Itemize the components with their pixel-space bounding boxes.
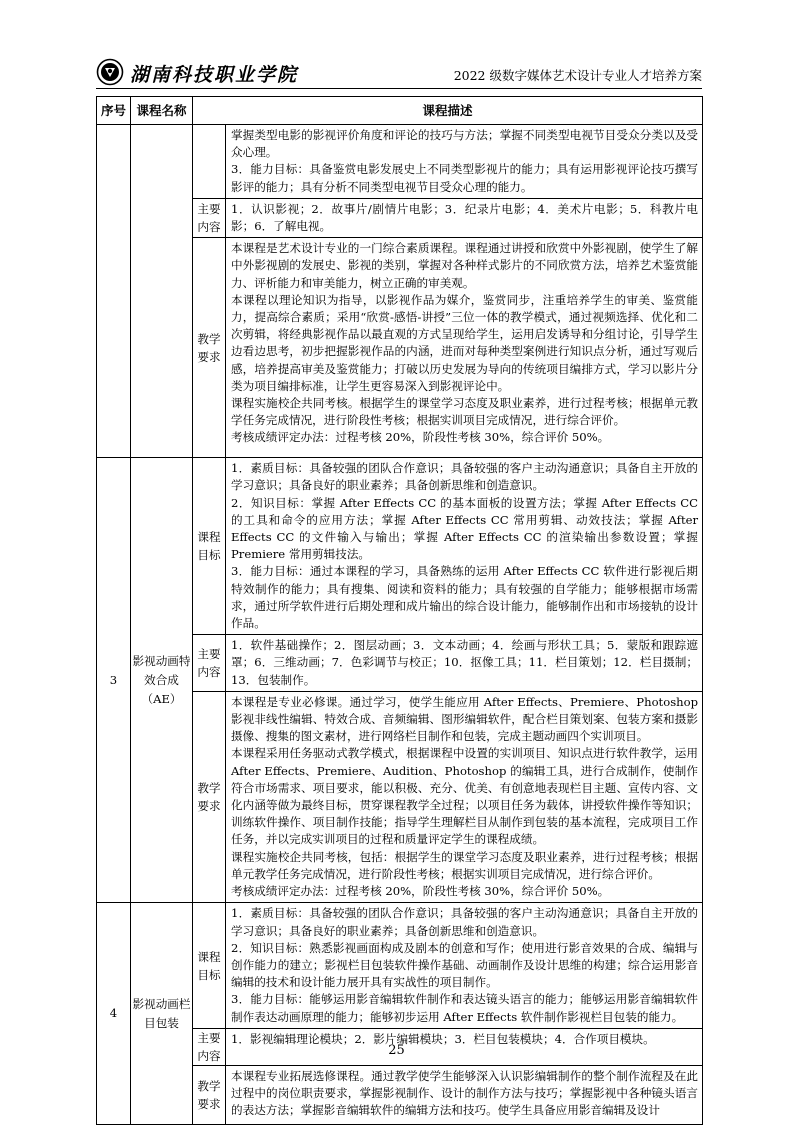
col-header-num: 序号 <box>97 97 131 125</box>
cell-goal-desc <box>226 903 703 1028</box>
cell-num: 3 <box>97 458 131 903</box>
cell-content-label: 主要内容 <box>193 198 226 237</box>
table-row <box>97 125 703 199</box>
req-line: 课程实施校企共同考核。根据学生的课堂学习态度及职业素养，进行过程考核；根据单元教学任务完成情况，进行阶段性考核；根据实训项目完成情况，进行综合评价。 <box>231 396 699 428</box>
goal-line: 2．知识目标：掌握 After Effects CC 的基本面板的设置方法；掌握 After Effects CC 的工具和命令的应用方法；掌握 After Effects CC 常用剪辑、动效技法；掌握 After Effects CC 的文件输入与输出；掌握 After Effects CC 的渲染输出参数设置；掌握 Premiere 常用剪辑技法。 <box>231 495 699 562</box>
cell-course-name <box>131 125 193 458</box>
document-title: 2022 级数字媒体艺术设计专业人才培养方案 <box>453 68 702 83</box>
goal-line: 3．能力目标：具备鉴赏电影发展史上不同类型影视片的能力；具有运用影视评论技巧撰写影评的能力；具有分析不同类型电视节目受众心理的能力。 <box>231 162 699 194</box>
cell-goal-label: 课程目标 <box>193 458 226 635</box>
col-header-name: 课程名称 <box>131 97 193 125</box>
req-line: 考核成绩评定办法：过程考核 20%，阶段性考核 30%，综合评价 50%。 <box>231 884 610 899</box>
content-text: 1．软件基础操作；2．图层动画；3．文本动画；4．绘画与形状工具；5．蒙版和跟踪遮罩；6．三维动画；7．色彩调节与校正；10．抠像工具；11．栏目策划；12．栏目摄制；13．包装制作。 <box>231 638 699 687</box>
cell-goal-label <box>193 125 226 199</box>
cell-content-label: 主要内容 <box>193 635 226 692</box>
cell-req-desc <box>226 691 703 902</box>
req-line: 课程实施校企共同考核，包括：根据学生的课堂学习态度及职业素养，进行过程考核；根据单元教学任务完成情况，进行阶段性考核；根据实训项目完成情况，进行综合评价。 <box>231 849 699 881</box>
page-header <box>96 58 702 90</box>
goal-line: 1．素质目标：具备较强的团队合作意识；具备较强的客户主动沟通意识；具备自主开放的学习意识；具备良好的职业素养；具备创新思维和创造意识。 <box>231 461 699 493</box>
cell-req-desc <box>226 238 703 458</box>
content-text: 1．认识影视；2．故事片/剧情片电影；3．纪录片电影；4．美术片电影；5．科教片电影；6．了解电视。 <box>231 201 699 234</box>
cell-goal-desc <box>226 125 703 199</box>
cell-course-name: 影视动画栏目包装 <box>131 903 193 1124</box>
req-line: 考核成绩评定办法：过程考核 20%，阶段性考核 30%，综合评价 50%。 <box>231 430 610 445</box>
cell-req-label: 教学要求 <box>193 691 226 902</box>
req-line: 本课程以理论知识为指导，以影视作品为媒介，鉴赏同步，注重培养学生的审美、鉴赏能力，提高综合素质；采用“欣赏-感悟-讲授”三位一体的教学模式，通过视频选择、优化和二次剪辑，将经典影视作品以最直观的方式呈现给学生，运用启发诱导和分组讨论，引导学生边看边思考，初步把握影视作品的内涵，进而对每种类型案例进行知识点分析，通过写观后感，培养提高审美及鉴赏能力；打破以历史发展为导向的传统项目编排方式，学习以影片分类为项目编排标准，让学生更容易深入到影视评论中。 <box>231 292 699 393</box>
cell-content-label: 主要内容 <box>193 1028 226 1065</box>
course-table <box>96 96 703 1125</box>
req-line: 本课程采用任务驱动式教学模式，根据课程中设置的实训项目、知识点进行软件教学，运用 After Effects、Premiere、Audition、Photoshop 的编辑工具，进行合成制作，使制作符合市场需求、项目要求，能以积极、充分、优美、有创意地表现栏目主题、宣传内容、文化内涵等做为最终目标，贯穿课程教学全过程；以项目任务为载体，讲授软件操作等知识；训练软件操作、项目制作技能；指导学生理解栏目从制作到包装的基本流程，完成项目工作任务，并以完成实训项目的过程和质量评定学生的课程成绩。 <box>231 746 699 847</box>
table-header-row <box>97 97 703 125</box>
goal-line: 掌握类型电影的影视评价角度和评论的技巧与方法；掌握不同类型电视节目受众分类以及受众心理。 <box>231 128 699 160</box>
cell-content-desc <box>226 198 703 237</box>
goal-line: 2．知识目标：熟悉影视画面构成及剧本的创意和写作；使用进行影音效果的合成、编辑与创作能力的建立；影视栏目包装软件操作基础、动画制作及设计思维的构建；综合运用影音编辑的技术和设计能力展开具有实战性的项目制作。 <box>231 940 699 990</box>
cell-req-label: 教学要求 <box>193 1065 226 1124</box>
table-row <box>97 458 703 635</box>
req-line: 本课程专业拓展选修课程。通过教学使学生能够深入认识影编辑制作的整个制作流程及在此过程中的岗位职责要求，掌握影视制作、设计的制作方法与技巧；掌握影视中各种镜头语言的表达方法；掌握影音编辑软件的编辑方法和技巧。使学生具备应用影音编辑及设计 <box>231 1068 699 1118</box>
goal-line: 3．能力目标：通过本课程的学习，具备熟练的运用 After Effects CC 软件进行影视后期特效制作的能力；具有搜集、阅读和资料的能力；具有较强的自学能力；能够根据市场需求，通过所学软件进行后期处理和成片输出的综合设计能力，能够制作出和市场接轨的设计作品。 <box>231 564 699 631</box>
col-header-desc: 课程描述 <box>193 97 703 125</box>
cell-content-desc <box>226 635 703 692</box>
header-rule <box>96 88 702 89</box>
school-name: 湖南科技职业学院 <box>130 64 299 86</box>
cell-course-name: 影视动画特效合成（AE） <box>131 458 193 903</box>
cell-goal-label: 课程目标 <box>193 903 226 1028</box>
table-row <box>97 903 703 1028</box>
goal-line: 1．素质目标：具备较强的团队合作意识；具备较强的客户主动沟通意识；具备自主开放的学习意识；具备良好的职业素养；具备创新思维和创造意识。 <box>231 906 699 938</box>
cell-num <box>97 125 131 458</box>
cell-num: 4 <box>97 903 131 1124</box>
req-line: 本课程是专业必修课。通过学习，使学生能应用 After Effects、Premiere、Photoshop 影视非线性编辑、特效合成、音频编辑、图形编辑软件，配合栏目策划案、包装方案和摄影摄像、搜集的图文素材，进行网络栏目制作和包装，完成主题动画四个实训项目。 <box>231 694 699 744</box>
cell-req-desc <box>226 1065 703 1124</box>
content-text: 1．影视编辑理论模块；2．影片编辑模块；3．栏目包装模块；4．合作项目模块。 <box>231 1031 655 1046</box>
school-logo-icon <box>96 58 124 86</box>
goal-line: 3．能力目标：能够运用影音编辑软件制作和表达镜头语言的能力；能够运用影音编辑软件制作表达动画原理的能力；能够初步运用 After Effects 软件制作影视栏目包装的能力。 <box>231 992 699 1024</box>
req-line: 本课程是艺术设计专业的一门综合素质课程。课程通过讲授和欣赏中外影视剧，使学生了解中外影视剧的发展史、影视的类别，掌握对各种样式影片的不同欣赏方法，培养艺术鉴赏能力、评析能力和审美能力，树立正确的审美观。 <box>231 241 699 290</box>
page-number: 25 <box>388 1043 405 1058</box>
cell-req-label: 教学要求 <box>193 238 226 458</box>
cell-goal-desc <box>226 458 703 635</box>
